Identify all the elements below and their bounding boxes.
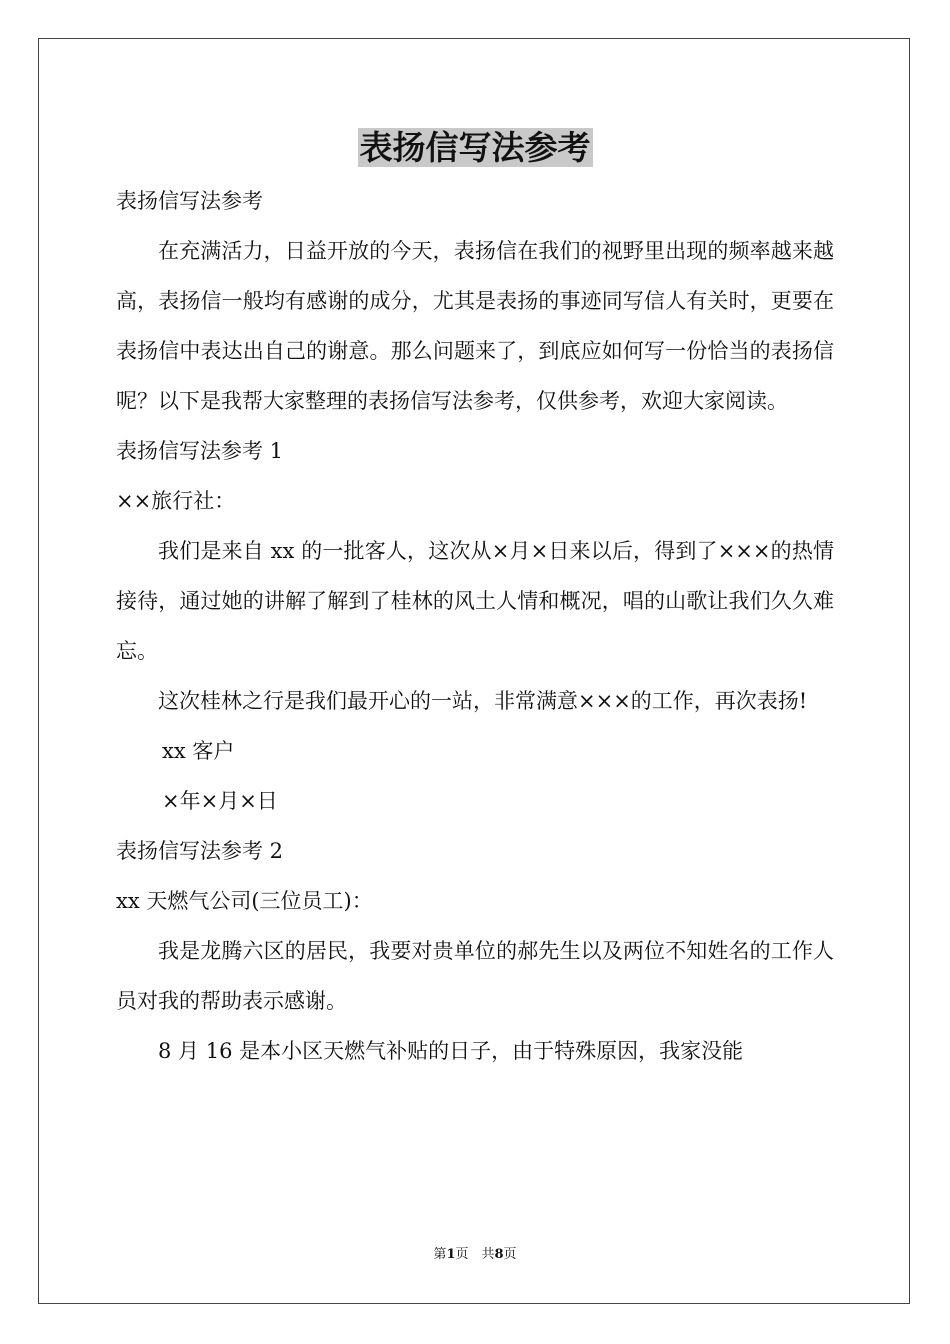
total-page-count: 8	[494, 1247, 504, 1262]
footer-prefix: 第	[433, 1247, 447, 1262]
section-heading: 表扬信写法参考 1	[116, 439, 284, 463]
page-footer	[0, 1246, 950, 1264]
title-highlight: 表扬信写法参考	[359, 128, 591, 167]
salutation: ××旅行社：	[116, 489, 236, 513]
footer-suffix: 页	[503, 1247, 517, 1262]
footer-mid: 页 共	[455, 1247, 495, 1262]
current-page-number: 1	[446, 1247, 456, 1262]
signature: xx 客户	[162, 739, 235, 763]
paragraph: 在充满活力，日益开放的今天，表扬信在我们的视野里出现的频率越来越高，表扬信一般均有感谢的成分，尤其是表扬的事迹同写信人有关时，更要在表扬信中表达出自己的谢意。那么问题来了，到底应如何写一份恰当的表扬信呢？以下是我帮大家整理的表扬信写法参考，仅供参考，欢迎大家阅读。	[116, 239, 834, 413]
paragraph: 我是龙腾六区的居民，我要对贵单位的郝先生以及两位不知姓名的工作人员对我的帮助表示感谢。	[116, 939, 834, 1013]
section-heading: 表扬信写法参考 2	[116, 839, 284, 863]
paragraph: 8 月 16 是本小区天燃气补贴的日子，由于特殊原因，我家没能	[158, 1039, 744, 1063]
paragraph: 这次桂林之行是我们最开心的一站，非常满意×××的工作，再次表扬!	[158, 689, 808, 713]
document-title	[0, 126, 950, 170]
salutation: xx 天燃气公司(三位员工)：	[116, 889, 373, 913]
document-body	[116, 176, 834, 1076]
paragraph: 我们是来自 xx 的一批客人，这次从×月×日来以后，得到了×××的热情接待，通过她的讲解了解到了桂林的风土人情和概况，唱的山歌让我们久久难忘。	[116, 539, 834, 663]
paragraph: 表扬信写法参考	[116, 189, 263, 213]
signature-date: ×年×月×日	[162, 789, 278, 813]
